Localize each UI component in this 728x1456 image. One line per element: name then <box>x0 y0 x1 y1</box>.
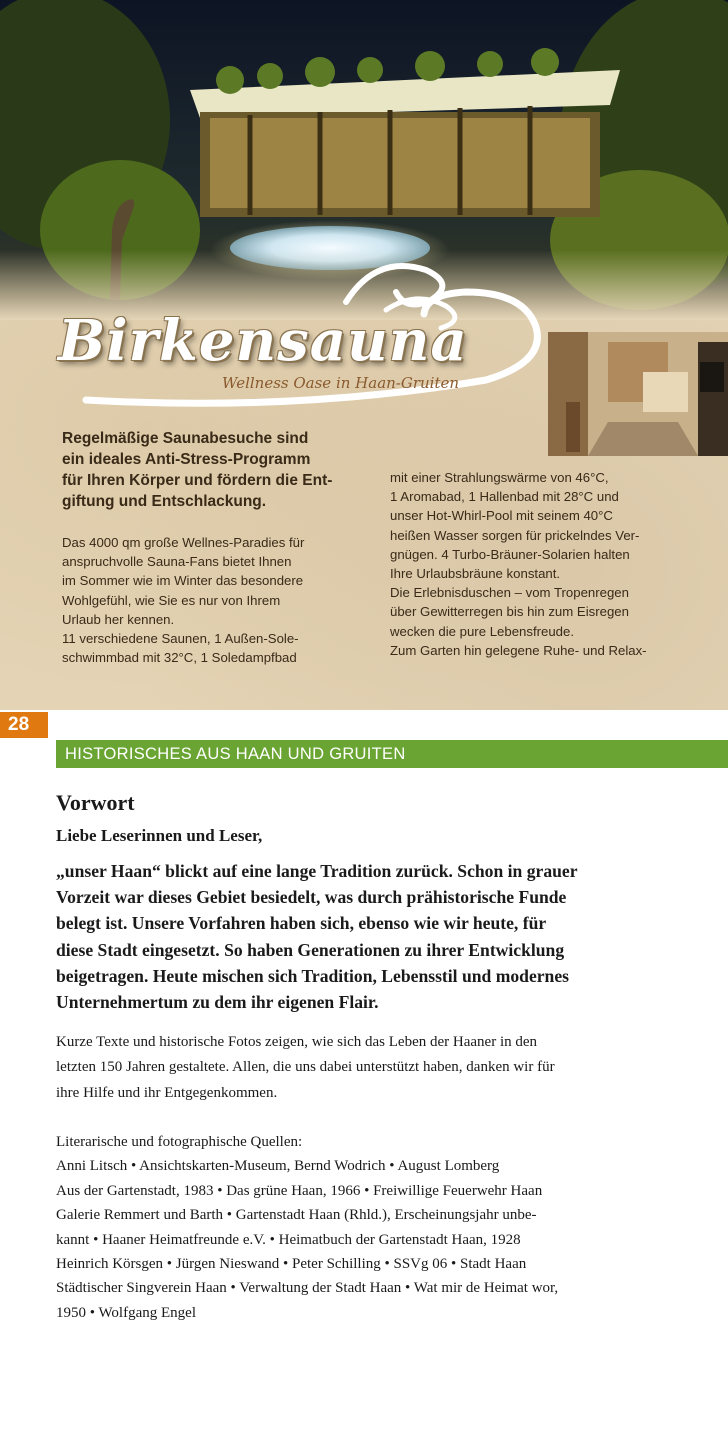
logo-title: Birkensauna <box>58 308 468 374</box>
birkensauna-advertisement <box>0 0 728 710</box>
body-paragraph: Kurze Texte und historische Fotos zeigen, wie sich das Leben der Haaner in den letzten 150 Jahren gestaltete. Allen, die uns dabei unterstützt haben, danken wir für ihre Hilfe und ihr Entgegenkommen. <box>56 1034 555 1101</box>
sources-list: Literarische und fotographische Quellen: Anni Litsch • Ansichtskarten-Museum, Bernd Wodrich • August Lomberg Aus der Gartenstadt, 1983 • Das grüne Haan, 1966 • Freiwillige Feuerwehr Haan Galerie Remmert und Barth • Gartenstadt Haan (Rhld.), Erscheinungsjahr unbe- kannt • Haaner Heimatfreunde e.V. • Heimatbuch der Gartenstadt Haan, 1928 Heinrich Körsgen • Jürgen Nieswand • Peter Schilling • SSVg 06 • Stadt Haan Städtischer Singverein Haan • Verwaltung der Stadt Haan • Wat mir de Heimat wor, 1950 • Wolfgang Engel <box>56 1134 559 1321</box>
intro-paragraph: „unser Haan“ blickt auf eine lange Tradition zurück. Schon in grauer Vorzeit war dieses Gebiet besiedelt, was durch prähistorische Funde belegt ist. Unsere Vorfahren haben sich, ebenso wie wir heute, für diese Stadt eingesetzt. So haben Generationen zu ihrer Entwicklung beigetragen. Heute mischen sich Tradition, Lebensstil und modernes Unternehmertum zu dem ihr eigenen Flair. <box>56 861 578 1013</box>
ad-body-left-column: Das 4000 qm große Wellnes-Paradies für anspruchvolle Sauna-Fans bietet Ihnen im Sommer wie im Winter das besondere Wohlgefühl, wie Sie es nur von Ihrem Urlaub her kennen. 11 verschiedene Saunen, 1 Außen-Sole- schwimmbad mit 32°C, 1 Soledampfbad <box>62 535 305 666</box>
page-heading: Vorwort <box>56 790 135 815</box>
section-title-bar: HISTORISCHES AUS HAAN UND GRUITEN <box>56 740 728 768</box>
salutation: Liebe Leserinnen und Leser, <box>56 826 263 845</box>
page-number: 28 <box>0 712 48 738</box>
logo-subtitle: Wellness Oase in Haan-Gruiten <box>222 374 460 392</box>
sauna-interior-photo <box>548 332 728 456</box>
ad-body-right-column: mit einer Strahlungswärme von 46°C, 1 Aromabad, 1 Hallenbad mit 28°C und unser Hot-Whirl-Pool mit seinem 40°C heißen Wasser sorgen für prickelndes Ver- gnügen. 4 Turbo-Bräuner-Solarien halten Ihre Urlaubsbräune konstant. Die Erlebnisduschen – vom Tropenregen über Gewitterregen bis hin zum Eisregen wecken die pure Lebensfreude. Zum Garten hin gelegene Ruhe- und Relax- <box>390 470 647 658</box>
ad-lead-text: Regelmäßige Saunabesuche sind ein ideales Anti-Stress-Programm für Ihren Körper und fördern die Ent- giftung und Entschlackung. <box>62 430 333 510</box>
